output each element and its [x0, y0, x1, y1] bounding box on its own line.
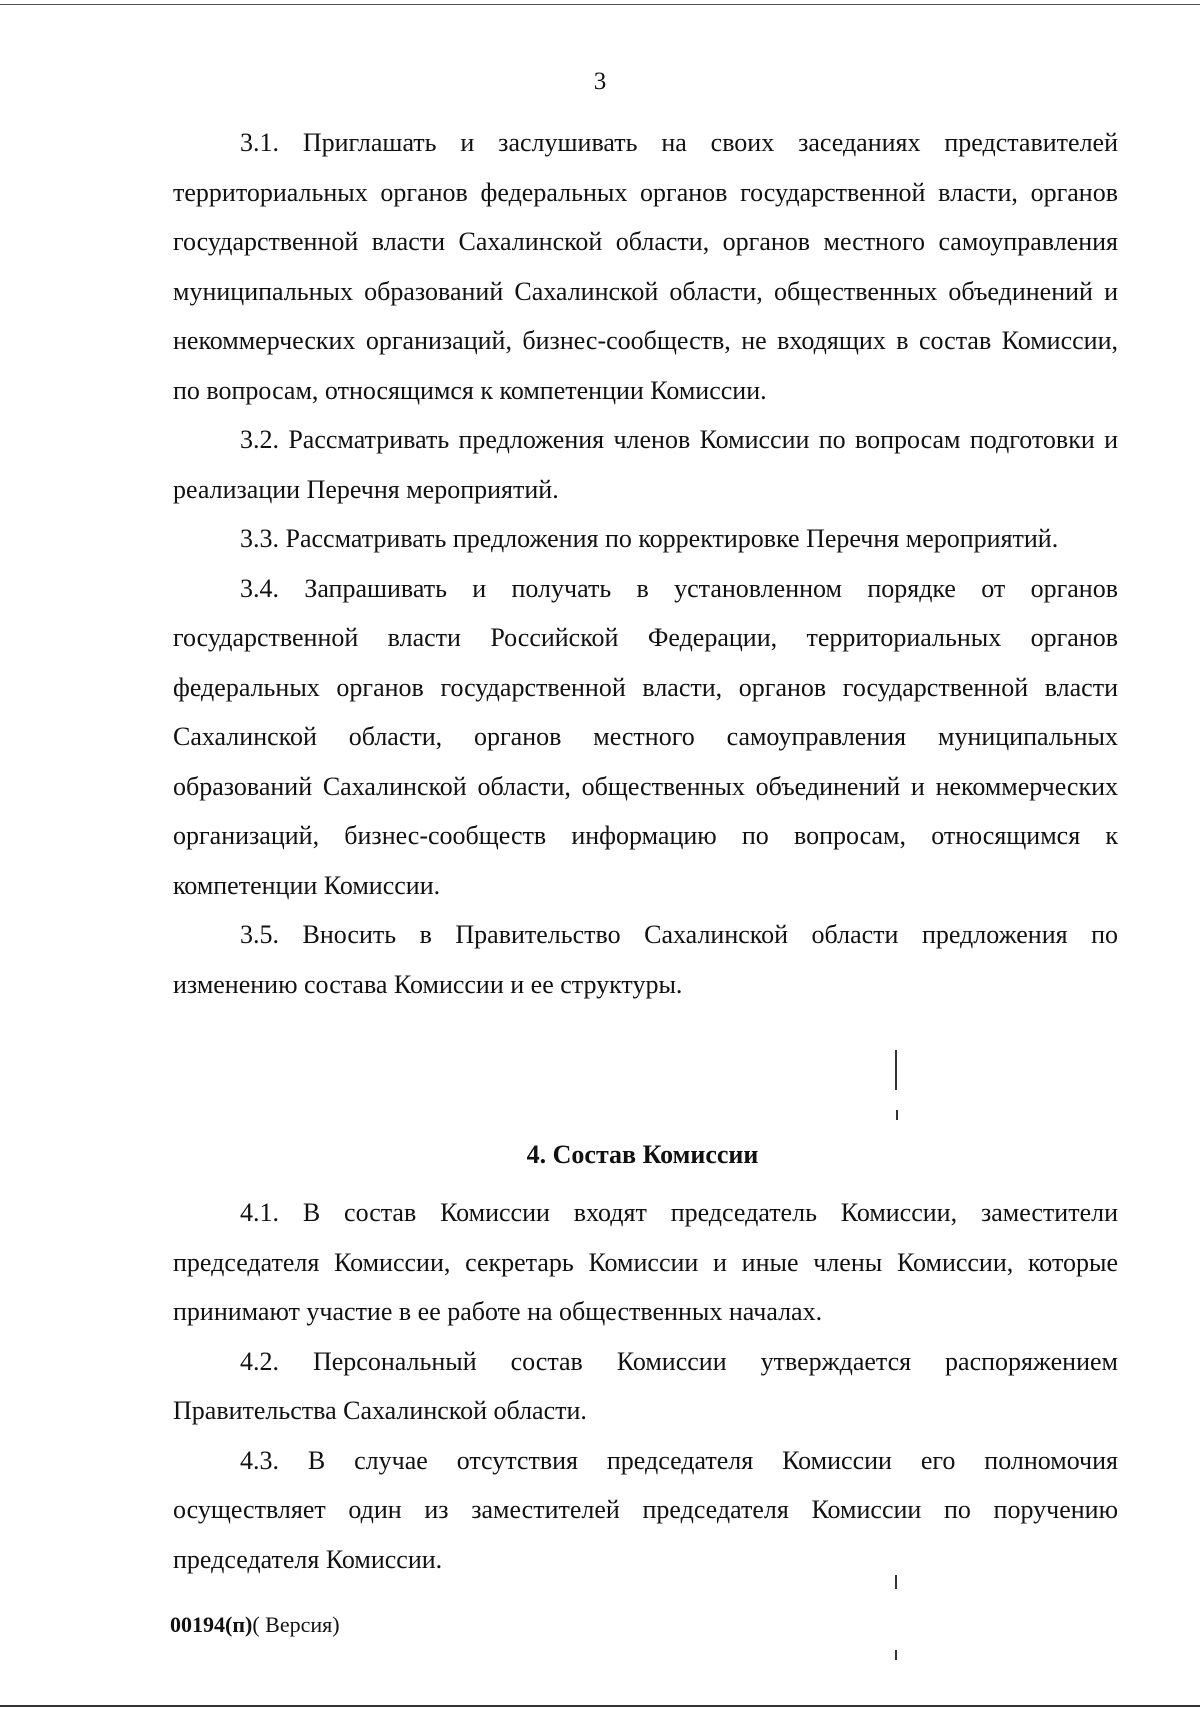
paragraph-3-1: 3.1. Приглашать и заслушивать на своих заседаниях представителей территориальных органов федеральных органов государственной власти, органов государственной власти Сахалинской области, органов местного самоуправления муниципальных образований Сахалинской области, общественных объединений и некоммерческих организаций, бизнес-сообществ, не входящих в состав Комиссии, по вопросам, относящимся к компетенции Комиссии.: [173, 128, 1118, 405]
paragraph-3-4: 3.4. Запрашивать и получать в установленном порядке от органов государственной власти Российской Федерации, территориальных органов федеральных органов государственной власти, органов государственной власти Сахалинской области, органов местного самоуправления муниципальных образований Сахалинской области, общественных объединений и некоммерческих организаций, бизнес-сообществ информацию по вопросам, относящимся к компетенции Комиссии.: [173, 573, 1118, 900]
section-3-body: [173, 118, 1118, 1009]
section-4-body: [173, 1188, 1118, 1584]
scan-artifact-mark: [895, 1050, 897, 1090]
scan-artifact-mark: [896, 1110, 898, 1120]
scan-artifact-mark: [895, 1650, 897, 1660]
paragraph-4-3: 4.3. В случае отсутствия председателя Комиссии его полномочия осуществляет один из заместителей председателя Комиссии по поручению председателя Комиссии.: [173, 1445, 1118, 1574]
paragraph-3-5: 3.5. Вносить в Правительство Сахалинской области предложения по изменению состава Комиссии и ее структуры.: [173, 920, 1118, 999]
section-4-heading: 4. Состав Комиссии: [526, 1140, 759, 1169]
paragraph-4-2: 4.2. Персональный состав Комиссии утверждается распоряжением Правительства Сахалинской области.: [173, 1346, 1118, 1425]
bottom-scan-edge: [0, 1705, 1200, 1707]
scan-artifact-mark: [895, 1575, 897, 1589]
top-scan-edge: [0, 4, 1200, 5]
page-number: 3: [593, 68, 607, 95]
paragraph-3-2: 3.2. Рассматривать предложения членов Комиссии по вопросам подготовки и реализации Перечня мероприятий.: [173, 425, 1118, 504]
paragraph-3-3: 3.3. Рассматривать предложения по корректировке Перечня мероприятий.: [240, 524, 1059, 553]
document-version: ( Версия): [252, 1612, 340, 1637]
document-footer: [170, 1612, 340, 1638]
document-code: 00194(п): [170, 1612, 253, 1637]
paragraph-4-1: 4.1. В состав Комиссии входят председатель Комиссии, заместители председателя Комиссии, секретарь Комиссии и иные члены Комиссии, которые принимают участие в ее работе на общественных началах.: [173, 1198, 1118, 1326]
